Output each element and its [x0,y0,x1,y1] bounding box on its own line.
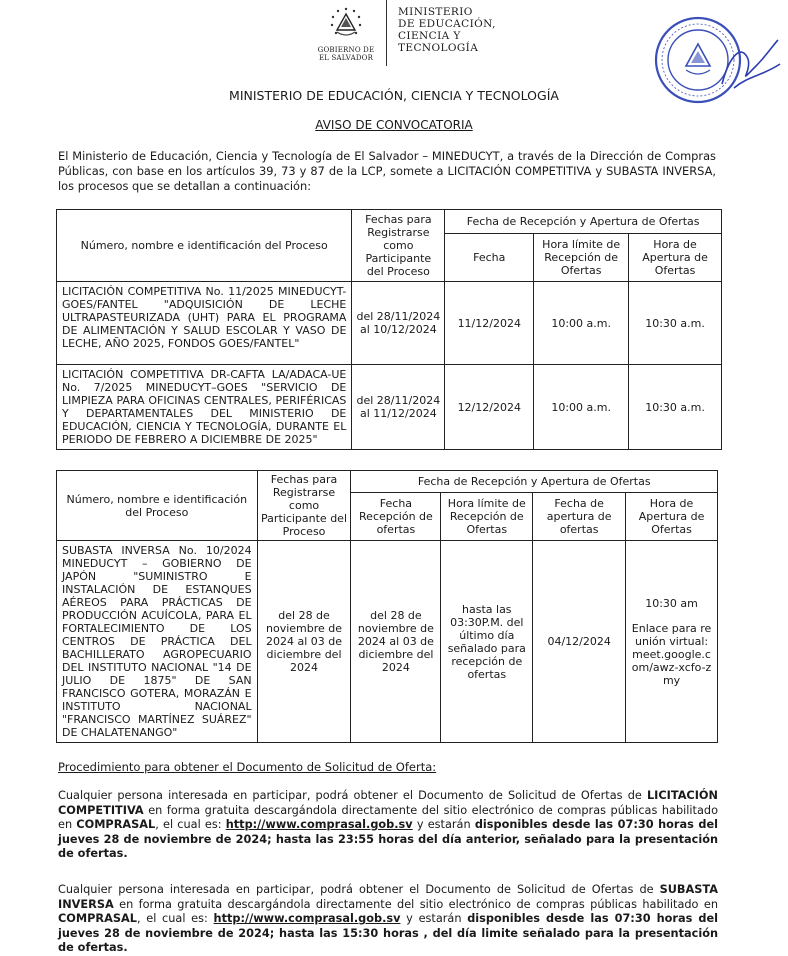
coat-of-arms-icon [329,6,363,40]
ministry-line: DE EDUCACIÓN, [398,18,496,30]
opening-time-value: 10:30 am [645,596,698,610]
limit-time-cell: 10:00 a.m. [534,282,629,365]
date-cell: 11/12/2024 [445,282,534,365]
header-reception-group: Fecha de Recepción y Apertura de Ofertas [445,210,722,234]
process-cell: LICITACIÓN COMPETITIVA DR-CAFTA LA/ADACA-UE No. 7/2025 MINEDUCYT–GOES "SERVICIO DE LIMPIEZA PARA OFICINAS CENTRALES, PERIFÉRICAS Y DEPARTAMENTALES DEL MINISTERIO DE EDUCACIÓN, CIENCIA Y TECNOLOGÍA, DURANTE EL PERIODO DE FEBRERO A DICIEMBRE DE 2025" [57,365,352,450]
procedure-heading: Procedimiento para obtener el Documento de Solicitud de Oferta: [58,760,437,774]
paragraph-bold: LICITACIÓN COMPETITIVA [58,789,718,817]
limit-time-cell: hasta las 03:30P.M. del último día señalado para recepción de ofertas [441,541,533,743]
comprasal-link[interactable]: http://www.comprasal.gob.sv [225,818,413,831]
table-row [57,282,722,365]
header-opening-time: Hora de Apertura de Ofertas [626,493,718,541]
reverse-auction-table [56,470,718,743]
header-opening-date: Fecha de apertura de ofertas [533,493,626,541]
paragraph-bold: SUBASTA INVERSA [58,883,718,911]
paragraph-bold: disponibles desde las 07:30 horas del jueves 28 de noviembre de 2024; hasta las 23:55 horas del día anterior, señalado para la presentación de ofertas. [58,818,718,860]
limit-time-cell: 10:00 a.m. [534,365,629,450]
notice-subtitle: AVISO DE CONVOCATORIA [315,118,473,132]
header-date: Fecha [445,234,534,282]
register-dates-cell: del 28/11/2024 al 10/12/2024 [352,282,445,365]
header-process: Número, nombre e identificación del Proceso [57,210,352,282]
reception-dates-cell: del 28 de noviembre de 2024 al 03 de diciembre del 2024 [351,541,441,743]
opening-time-cell: 10:30 a.m. [629,365,722,450]
paragraph-bold: COMPRASAL [58,912,137,925]
government-name-line1: GOBIERNO DE [317,46,375,54]
procedure-paragraph-competitive [58,789,718,862]
table-row [57,541,718,743]
header-limit-time: Hora límite de Recepción de Ofertas [441,493,533,541]
process-cell: SUBASTA INVERSA No. 10/2024 MINEDUCYT – GOBIERNO DE JAPÓN "SUMINISTRO E INSTALACIÓN DE ESTANQUES AÉREOS PARA PRÁCTICAS DE PRODUCCIÓN ACUÍCOLA, PARA EL FORTALECIMIENTO DE LOS CENTROS DE PRÁCTICA DEL BACHILLERATO AGROPECUARIO DEL INSTITUTO NACIONAL "14 DE JULIO DE 1875" DE SAN FRANCISCO GOTERA, MORAZÁN E INSTITUTO NACIONAL "FRANCISCO MARTÍNEZ SUÁREZ" DE CHALATENANGO" [57,541,258,743]
page-title: MINISTERIO DE EDUCACIÓN, CIENCIA Y TECNOLOGÍA [229,88,559,103]
opening-date-cell: 04/12/2024 [533,541,626,743]
header-reception-group: Fecha de Recepción y Apertura de Ofertas [351,471,718,493]
paragraph-text: y estarán [400,912,468,925]
paragraph-text: en forma gratuita descargándola directamente del sitio electrónico de compras públicas habilitado en [58,803,718,831]
paragraph-text: , el cual es: [155,818,226,831]
procedure-paragraph-auction [58,883,718,956]
paragraph-text: , el cual es: [136,912,214,925]
government-logo [310,0,382,68]
header-opening-time: Hora de Apertura de Ofertas [629,234,722,282]
paragraph-bold: COMPRASAL [76,818,156,831]
header-register-dates: Fechas para Registrarse como Participante del Proceso [257,471,351,541]
header-reception-date: Fecha Recepción de ofertas [351,493,441,541]
register-dates-cell: del 28 de noviembre de 2024 al 03 de diciembre del 2024 [257,541,351,743]
header-register-dates: Fechas para Registrarse como Participante del Proceso [352,210,445,282]
ministry-line: TECNOLOGÍA [398,42,479,54]
header-divider [386,0,387,66]
register-dates-cell: del 28/11/2024 al 11/12/2024 [352,365,445,450]
header-process: Número, nombre e identificación del Proceso [57,471,258,541]
intro-paragraph: El Ministerio de Educación, Ciencia y Tecnología de El Salvador – MINEDUCYT, a través de la Dirección de Compras Públicas, con base en los artículos 39, 73 y 87 de la LCP, somete a LICITACIÓN COMPETITIVA y SUBASTA INVERSA, los procesos que se detallan a continuación: [58,149,716,193]
paragraph-text: Cualquier persona interesada en participar, podrá obtener el Documento de Solicitud de Ofertas de [58,789,647,802]
ministry-line: CIENCIA Y [398,30,461,42]
ministry-line: MINISTERIO [398,6,473,18]
date-cell: 12/12/2024 [445,365,534,450]
government-name-line2: EL SALVADOR [318,54,374,62]
paragraph-text: en forma gratuita descargándola directamente del sitio electrónico de compras públicas habilitado en [113,897,718,911]
paragraph-bold: disponibles desde las 07:30 horas del jueves 28 de noviembre de 2024; hasta las 15:30 horas , del día limite señalado para la presentación de ofertas. [58,912,718,954]
header-limit-time: Hora límite de Recepción de Ofertas [534,234,629,282]
virtual-meeting-link: Enlace para reunión virtual: meet.google.com/awz-xcfo-zmy [631,621,712,687]
ministry-name [398,6,496,54]
process-cell: LICITACIÓN COMPETITIVA No. 11/2025 MINEDUCYT-GOES/FANTEL "ADQUISICIÓN DE LECHE ULTRAPASTEURIZADA (UHT) PARA EL PROGRAMA DE ALIMENTACIÓN Y SALUD ESCOLAR Y VASO DE LECHE, AÑO 2025, FONDOS GOES/FANTEL" [57,282,352,365]
opening-time-cell: 10:30 a.m. [629,282,722,365]
paragraph-text: Cualquier persona interesada en participar, podrá obtener el Documento de Solicitud de Ofertas de [58,883,660,896]
competitive-bidding-table [56,209,722,450]
paragraph-text: y estarán [412,818,475,831]
comprasal-link[interactable]: http://www.comprasal.gob.sv [213,912,401,925]
opening-time-cell [626,541,718,743]
table-row [57,365,722,450]
